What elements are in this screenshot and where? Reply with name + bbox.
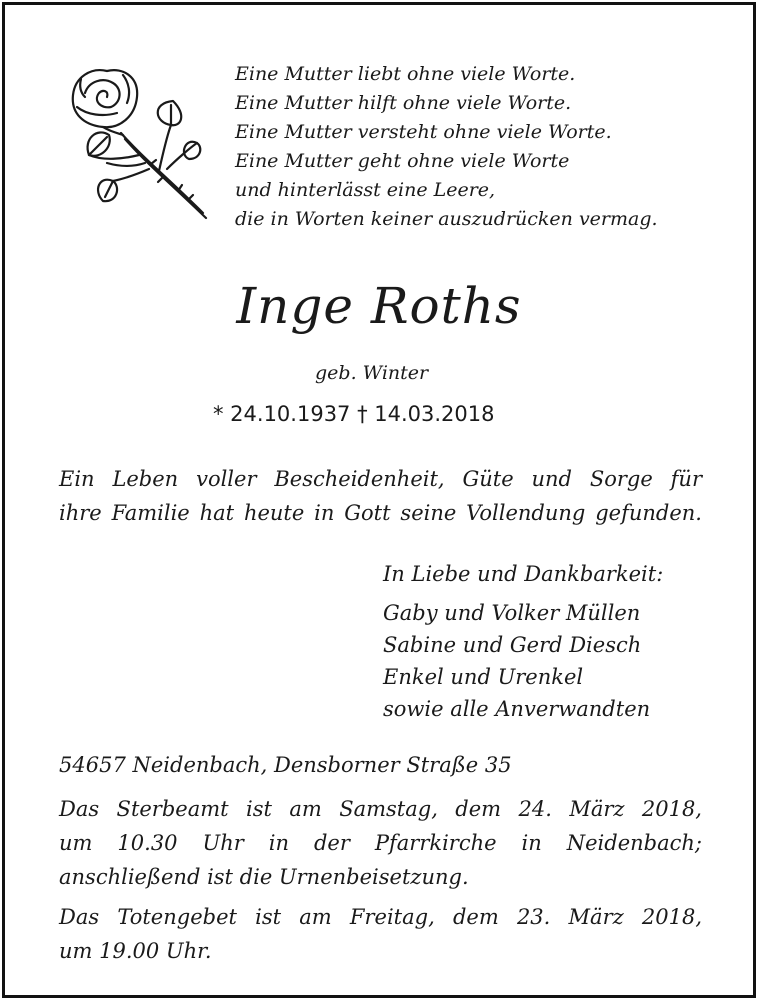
signature-name-2: Sabine und Gerd Diesch	[383, 633, 642, 657]
prayer-line-1: Das Totengebet ist am Freitag, dem 23. März 2018,	[59, 905, 702, 929]
obituary-notice	[2, 2, 756, 998]
maiden-name: geb. Winter	[315, 362, 429, 384]
service-line-2: um 10.30 Uhr in der Pfarrkirche in Neidenbach;	[59, 831, 702, 855]
poem-line-6: die in Worten keiner auszudrücken vermag.	[235, 208, 658, 230]
signature-name-3: Enkel und Urenkel	[383, 665, 584, 689]
tribute-line-1: Ein Leben voller Bescheidenheit, Güte und Sorge für	[59, 467, 702, 491]
poem-line-1: Eine Mutter liebt ohne viele Worte.	[235, 63, 576, 85]
signature-intro: In Liebe und Dankbarkeit:	[383, 562, 664, 586]
service-line-3: anschließend ist die Urnenbeisetzung.	[59, 865, 469, 889]
signature-name-4: sowie alle Anverwandten	[383, 697, 651, 721]
tribute-line-2: ihre Familie hat heute in Gott seine Vollendung gefunden.	[59, 501, 702, 525]
deceased-name: Inge Roths	[236, 277, 522, 335]
life-dates: * 24.10.1937 † 14.03.2018	[213, 402, 495, 426]
rose-icon	[63, 63, 215, 223]
service-line-1: Das Sterbeamt ist am Samstag, dem 24. März 2018,	[59, 797, 702, 821]
poem-line-3: Eine Mutter versteht ohne viele Worte.	[235, 121, 612, 143]
poem-line-5: und hinterlässt eine Leere,	[235, 179, 496, 201]
poem-line-2: Eine Mutter hilft ohne viele Worte.	[235, 92, 572, 114]
signature-name-1: Gaby und Volker Müllen	[383, 601, 641, 625]
prayer-line-2: um 19.00 Uhr.	[59, 939, 212, 963]
poem-line-4: Eine Mutter geht ohne viele Worte	[235, 150, 570, 172]
address: 54657 Neidenbach, Densborner Straße 35	[59, 753, 512, 777]
